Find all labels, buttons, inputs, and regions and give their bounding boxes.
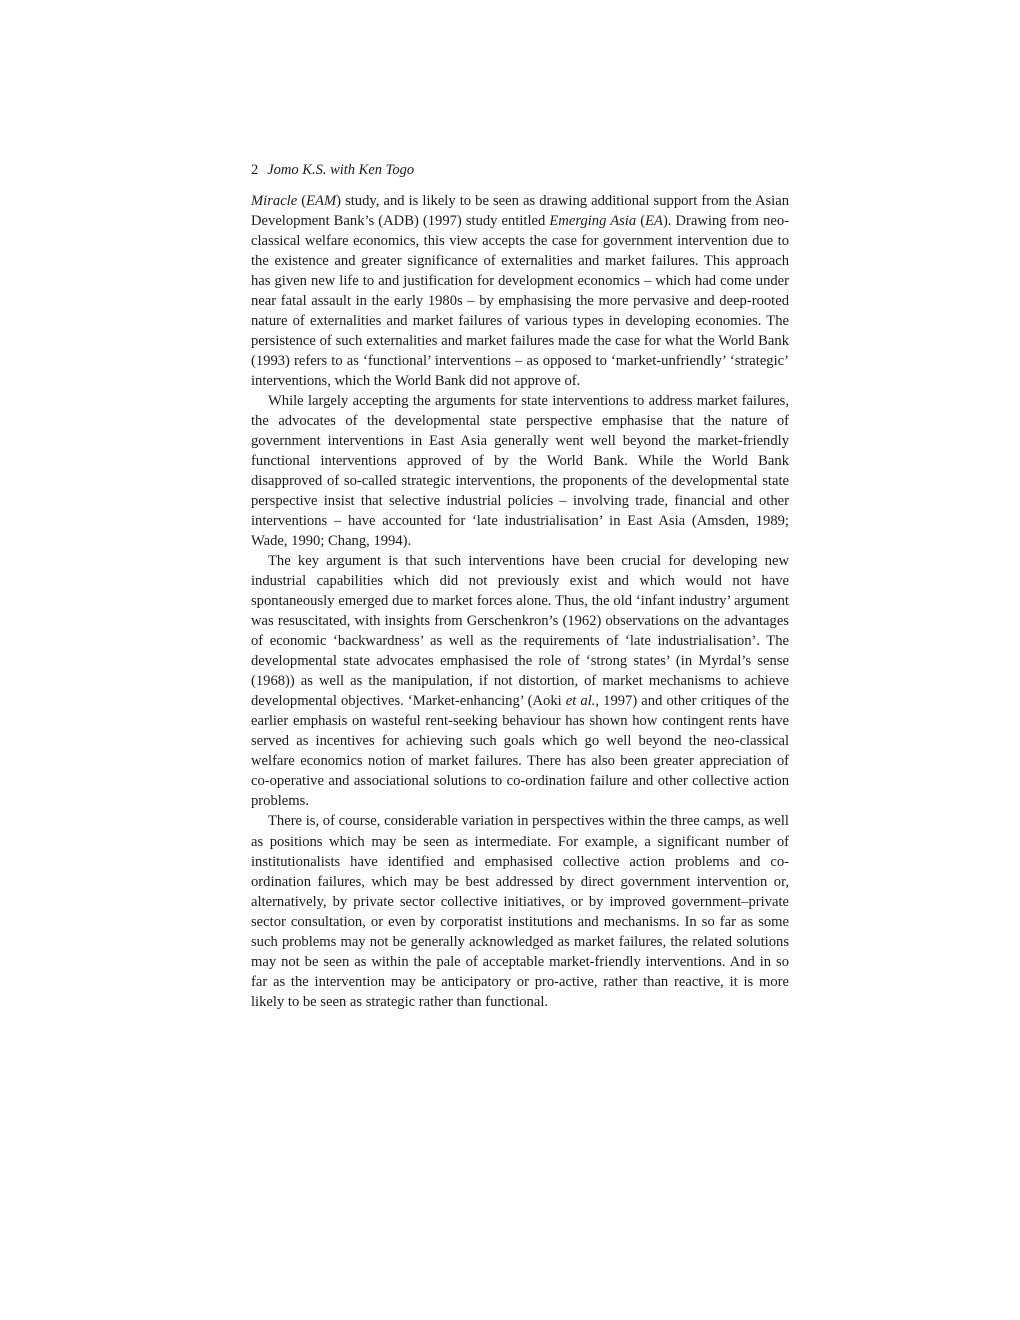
text-segment: ). Drawing from neo-classical welfare economics, this view accepts the case for government intervention due to the existence and greater significance of externalities and market failures. This approach has given new life to and justification for development economics – which had come under near fatal assault in the early 1980s – by emphasising the more pervasive and deep-rooted nature of externalities and market failures of various types in developing economies. The persistence of such externalities and market failures made the case for what the World Bank (1993) refers to as ‘functional’ interventions – as opposed to ‘market-unfriendly’ ‘strategic’ interventions, which the World Bank did not approve of. xyxy=(251,213,790,390)
text-segment: There is, of course, considerable variation in perspectives within the three camps, as well as positions which may be seen as intermediate. For example, a significant number of institutionalists have identified and emphasised collective action problems and co-ordination failures, which may be best addressed by direct government intervention or, alternatively, by private sector collective initiatives, or by improved government–private sector consultation, or even by corporatist institutions and mechanisms. In so far as some such problems may not be generally acknowledged as market failures, the related solutions may not be seen as within the pale of acceptable market-friendly interventions. And in so far as the intervention may be anticipatory or pro-active, rather than reactive, it is more likely to be seen as strategic rather than functional. xyxy=(251,813,789,1010)
body-text xyxy=(251,191,789,1012)
text-segment: Miracle xyxy=(251,193,298,209)
text-segment: , 1997) and other critiques of the earlier emphasis on wasteful rent-seeking behaviour has shown how contingent rents have served as incentives for achieving such goals which go well beyond the neo-classical welfare economics notion of market failures. There has also been greater appreciation of co-operative and associational solutions to co-ordination failure and other collective action problems. xyxy=(251,693,789,810)
paragraph-1 xyxy=(251,191,789,391)
text-segment: ( xyxy=(297,193,307,209)
paragraph-3 xyxy=(251,551,789,811)
running-head-authors: Jomo K.S. with Ken Togo xyxy=(267,162,415,178)
text-segment: EA xyxy=(645,213,663,230)
text-segment: ) study, and is likely to be seen as drawing additional support from the Asian Development Bank’s (ADB) (1997) study entitled xyxy=(251,193,789,230)
text-segment: While largely accepting the arguments for state interventions to address market failures, the advocates of the developmental state perspective emphasise that the nature of government interventions in East Asia generally went well beyond the market-friendly functional interventions approved of by the World Bank. While the World Bank disapproved of so-called strategic interventions, the proponents of the developmental state perspective insist that selective industrial policies – involving trade, financial and other interventions – have accounted for ‘late industrialisation’ in East Asia (Amsden, 1989; Wade, 1990; Chang, 1994). xyxy=(251,393,789,550)
text-segment: Emerging Asia xyxy=(549,213,637,230)
book-page xyxy=(251,160,789,1012)
text-segment: EAM xyxy=(306,193,337,209)
text-segment: et al. xyxy=(565,693,596,710)
paragraph-2 xyxy=(251,391,789,551)
text-segment: ( xyxy=(636,213,646,230)
running-head xyxy=(251,160,789,180)
page-number: 2 xyxy=(251,162,259,178)
text-segment: The key argument is that such interventions have been crucial for developing new industrial capabilities which did not previously exist and which would not have spontaneously emerged due to market forces alone. Thus, the old ‘infant industry’ argument was resuscitated, with insights from Gerschenkron’s (1962) observations on the advantages of economic ‘backwardness’ as well as the requirements of ‘late industrialisation’. The developmental state advocates emphasised the role of ‘strong states’ (in Myrdal’s sense (1968)) as well as the manipulation, if not distortion, of market mechanisms to achieve developmental objectives. ‘Market-enhancing’ (Aoki xyxy=(251,553,789,710)
paragraph-4 xyxy=(251,811,789,1011)
